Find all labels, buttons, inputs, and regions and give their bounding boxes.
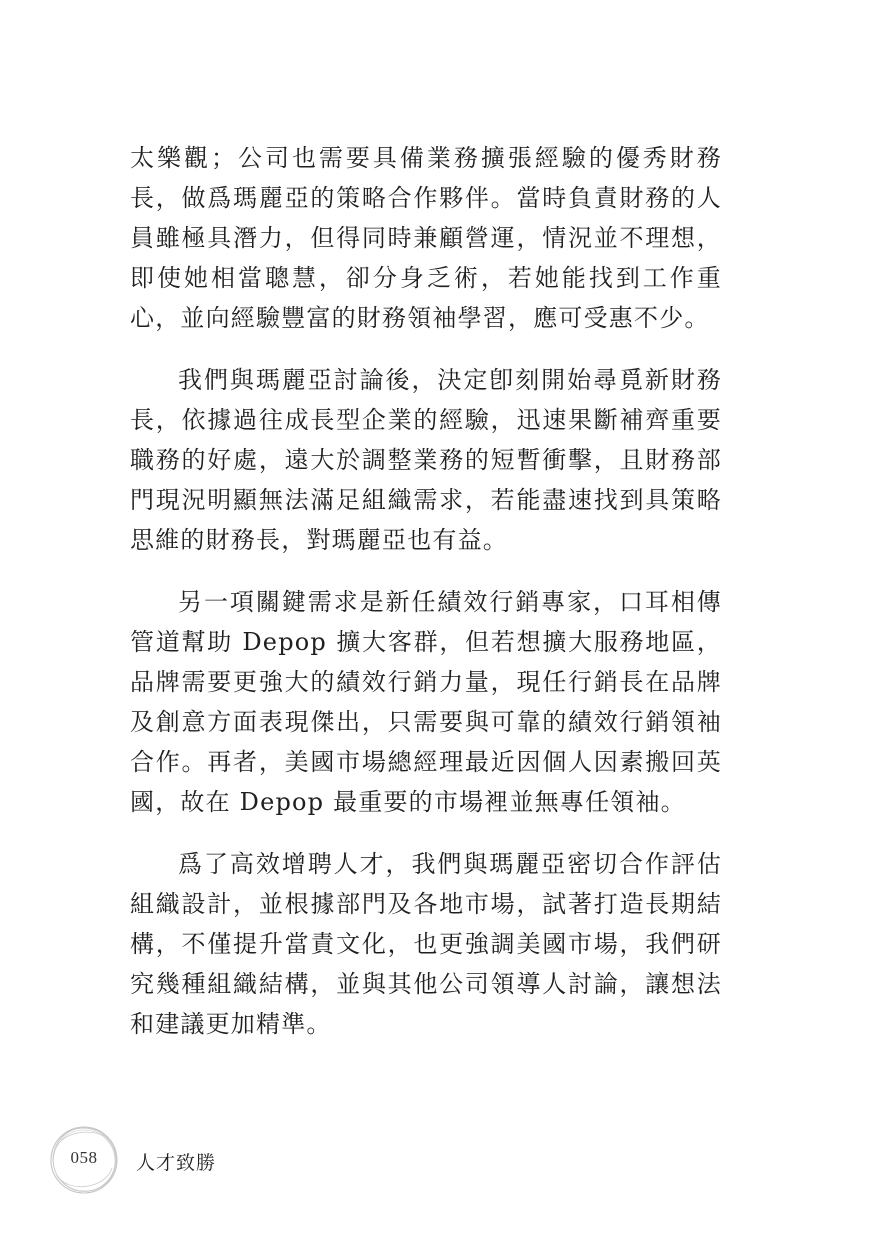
body-text — [130, 138, 722, 1066]
page-number: 058 — [70, 1148, 98, 1167]
paragraph-2: 我們與瑪麗亞討論後，決定卽刻開始尋覓新財務長，依據過往成長型企業的經驗，迅速果斷補齊重要職務的好處，遠大於調整業務的短暫衝擊，且財務部門現況明顯無法滿足組織需求，若能盡速找到具策略思維的財務長，對瑪麗亞也有益。 — [130, 366, 722, 554]
paragraph-4: 爲了高效增聘人才，我們與瑪麗亞密切合作評估組織設計，並根據部門及各地市場，試著打造長期結構，不僅提升當責文化，也更強調美國市場，我們研究幾種組織結構，並與其他公司領導人討論，讓想法和建議更加精準。 — [130, 850, 722, 1038]
paragraph-3: 另一項關鍵需求是新任績效行銷專家，口耳相傳管道幫助 Depop 擴大客群，但若想擴大服務地區，品牌需要更強大的績效行銷力量，現任行銷長在品牌及創意方面表現傑出，只需要與可靠的績效行銷領袖合作。再者，美國市場總經理最近因個人因素搬回英國，故在 Depop 最重要的市場裡並無專任領袖。 — [130, 588, 722, 816]
page-number-badge — [48, 1124, 120, 1196]
paragraph-1: 太樂觀；公司也需要具備業務擴張經驗的優秀財務長，做爲瑪麗亞的策略合作夥伴。當時負責財務的人員雖極具潛力，但得同時兼顧營運，情況並不理想，即使她相當聰慧，卻分身乏術，若她能找到工作重心，並向經驗豐富的財務領袖學習，應可受惠不少。 — [130, 144, 722, 332]
running-title: 人才致勝 — [136, 1152, 217, 1174]
